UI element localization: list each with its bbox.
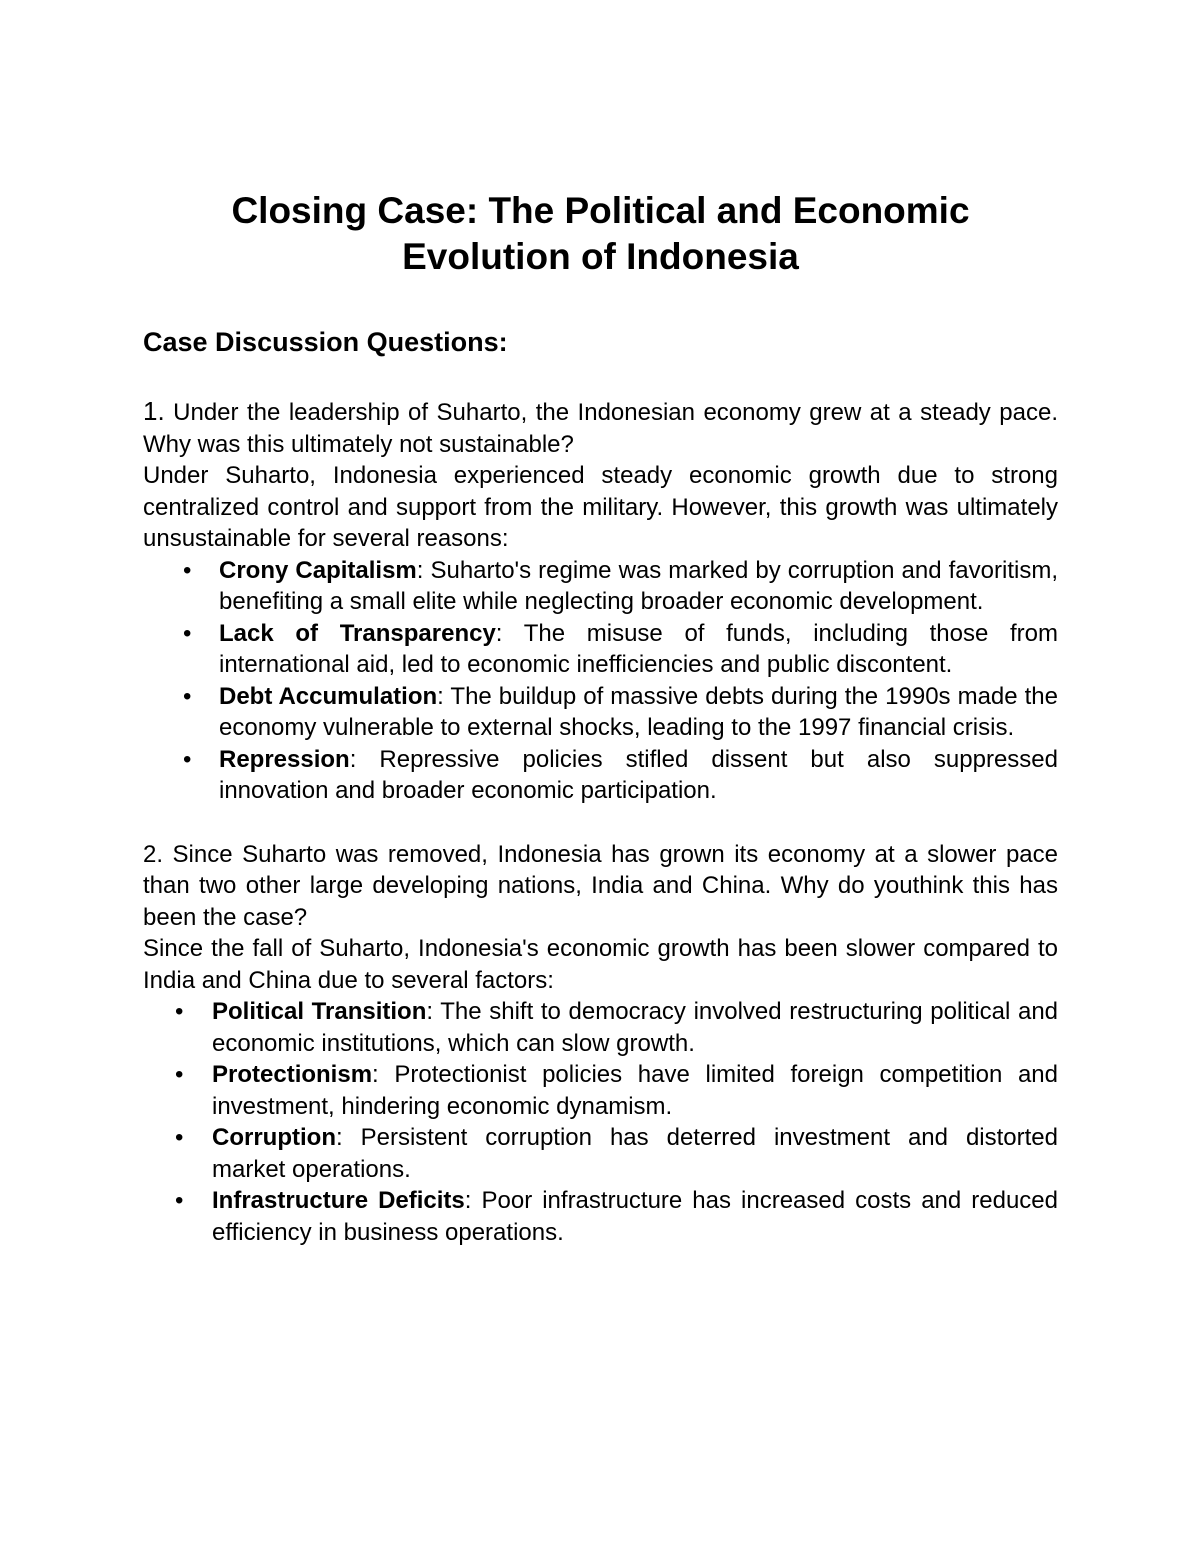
list-item xyxy=(143,744,1058,807)
bullet-term: Corruption xyxy=(212,1124,336,1151)
bullet-icon: • xyxy=(175,998,184,1025)
list-item xyxy=(143,618,1058,681)
question-2-text xyxy=(143,839,1058,934)
question-1-number: 1. xyxy=(143,396,165,426)
question-2-prompt: Since Suharto was removed, Indonesia has grown its economy at a slower pace than two other large developing nations, India and China. Why do youthink this has been the case? xyxy=(143,840,1058,931)
bullet-icon: • xyxy=(175,1187,184,1214)
bullet-icon: • xyxy=(175,1124,184,1151)
bullet-term: Protectionism xyxy=(212,1061,373,1088)
list-item xyxy=(143,1185,1058,1248)
list-item xyxy=(143,996,1058,1059)
bullet-term: Crony Capitalism xyxy=(219,556,417,584)
document-title xyxy=(143,188,1058,280)
list-item xyxy=(143,555,1058,618)
section-heading: Case Discussion Questions: xyxy=(143,327,508,357)
title-line-1: Closing Case: The Political and Economic xyxy=(231,190,970,231)
list-item xyxy=(143,1059,1058,1122)
bullet-text: : Protectionist policies have limited foreign competition and investment, hindering economic dynamism. xyxy=(212,1061,1058,1120)
answer-1-bullet-list xyxy=(143,555,1058,807)
list-item xyxy=(143,681,1058,744)
bullet-term: Political Transition xyxy=(212,998,427,1025)
bullet-icon: • xyxy=(183,556,192,584)
bullet-text: : Persistent corruption has deterred investment and distorted market operations. xyxy=(212,1124,1058,1183)
bullet-icon: • xyxy=(183,619,192,647)
answer-1-intro: Under Suharto, Indonesia experienced steady economic growth due to strong centralized control and support from the military. However, this growth was ultimately unsustainable for several reasons: xyxy=(143,462,1058,552)
answer-2-intro: Since the fall of Suharto, Indonesia's economic growth has been slower compared to India and China due to several factors: xyxy=(143,935,1058,994)
bullet-text: : The misuse of funds, including those from international aid, led to economic inefficiencies and public discontent. xyxy=(219,619,1058,678)
title-line-2: Evolution of Indonesia xyxy=(402,236,799,277)
bullet-term: Infrastructure Deficits xyxy=(212,1187,465,1214)
document-page xyxy=(143,188,1058,1248)
question-1-block xyxy=(143,396,1058,807)
question-2-number: 2. xyxy=(143,840,164,868)
bullet-icon: • xyxy=(183,745,192,773)
bullet-text: : The shift to democracy involved restructuring political and economic institutions, which can slow growth. xyxy=(212,998,1059,1057)
bullet-term: Repression xyxy=(219,745,350,773)
list-item xyxy=(143,1122,1058,1185)
question-2-block xyxy=(143,839,1058,1249)
bullet-text: : Repressive policies stifled dissent but also suppressed innovation and broader economic participation. xyxy=(219,745,1058,804)
question-1-prompt: Under the leadership of Suharto, the Indonesian economy grew at a steady pace. Why was this ultimately not sustainable? xyxy=(143,399,1058,458)
bullet-text: : Suharto's regime was marked by corruption and favoritism, benefiting a small elite while neglecting broader economic development. xyxy=(219,556,1058,615)
question-1-text xyxy=(143,396,1058,460)
bullet-text: : Poor infrastructure has increased costs and reduced efficiency in business operations. xyxy=(212,1187,1059,1246)
bullet-icon: • xyxy=(183,682,192,710)
bullet-text: : The buildup of massive debts during the 1990s made the economy vulnerable to external shocks, leading to the 1997 financial crisis. xyxy=(219,682,1058,741)
bullet-icon: • xyxy=(175,1061,184,1088)
bullet-term: Debt Accumulation xyxy=(219,682,438,710)
bullet-term: Lack of Transparency xyxy=(219,619,496,647)
answer-2-bullet-list xyxy=(143,996,1058,1248)
